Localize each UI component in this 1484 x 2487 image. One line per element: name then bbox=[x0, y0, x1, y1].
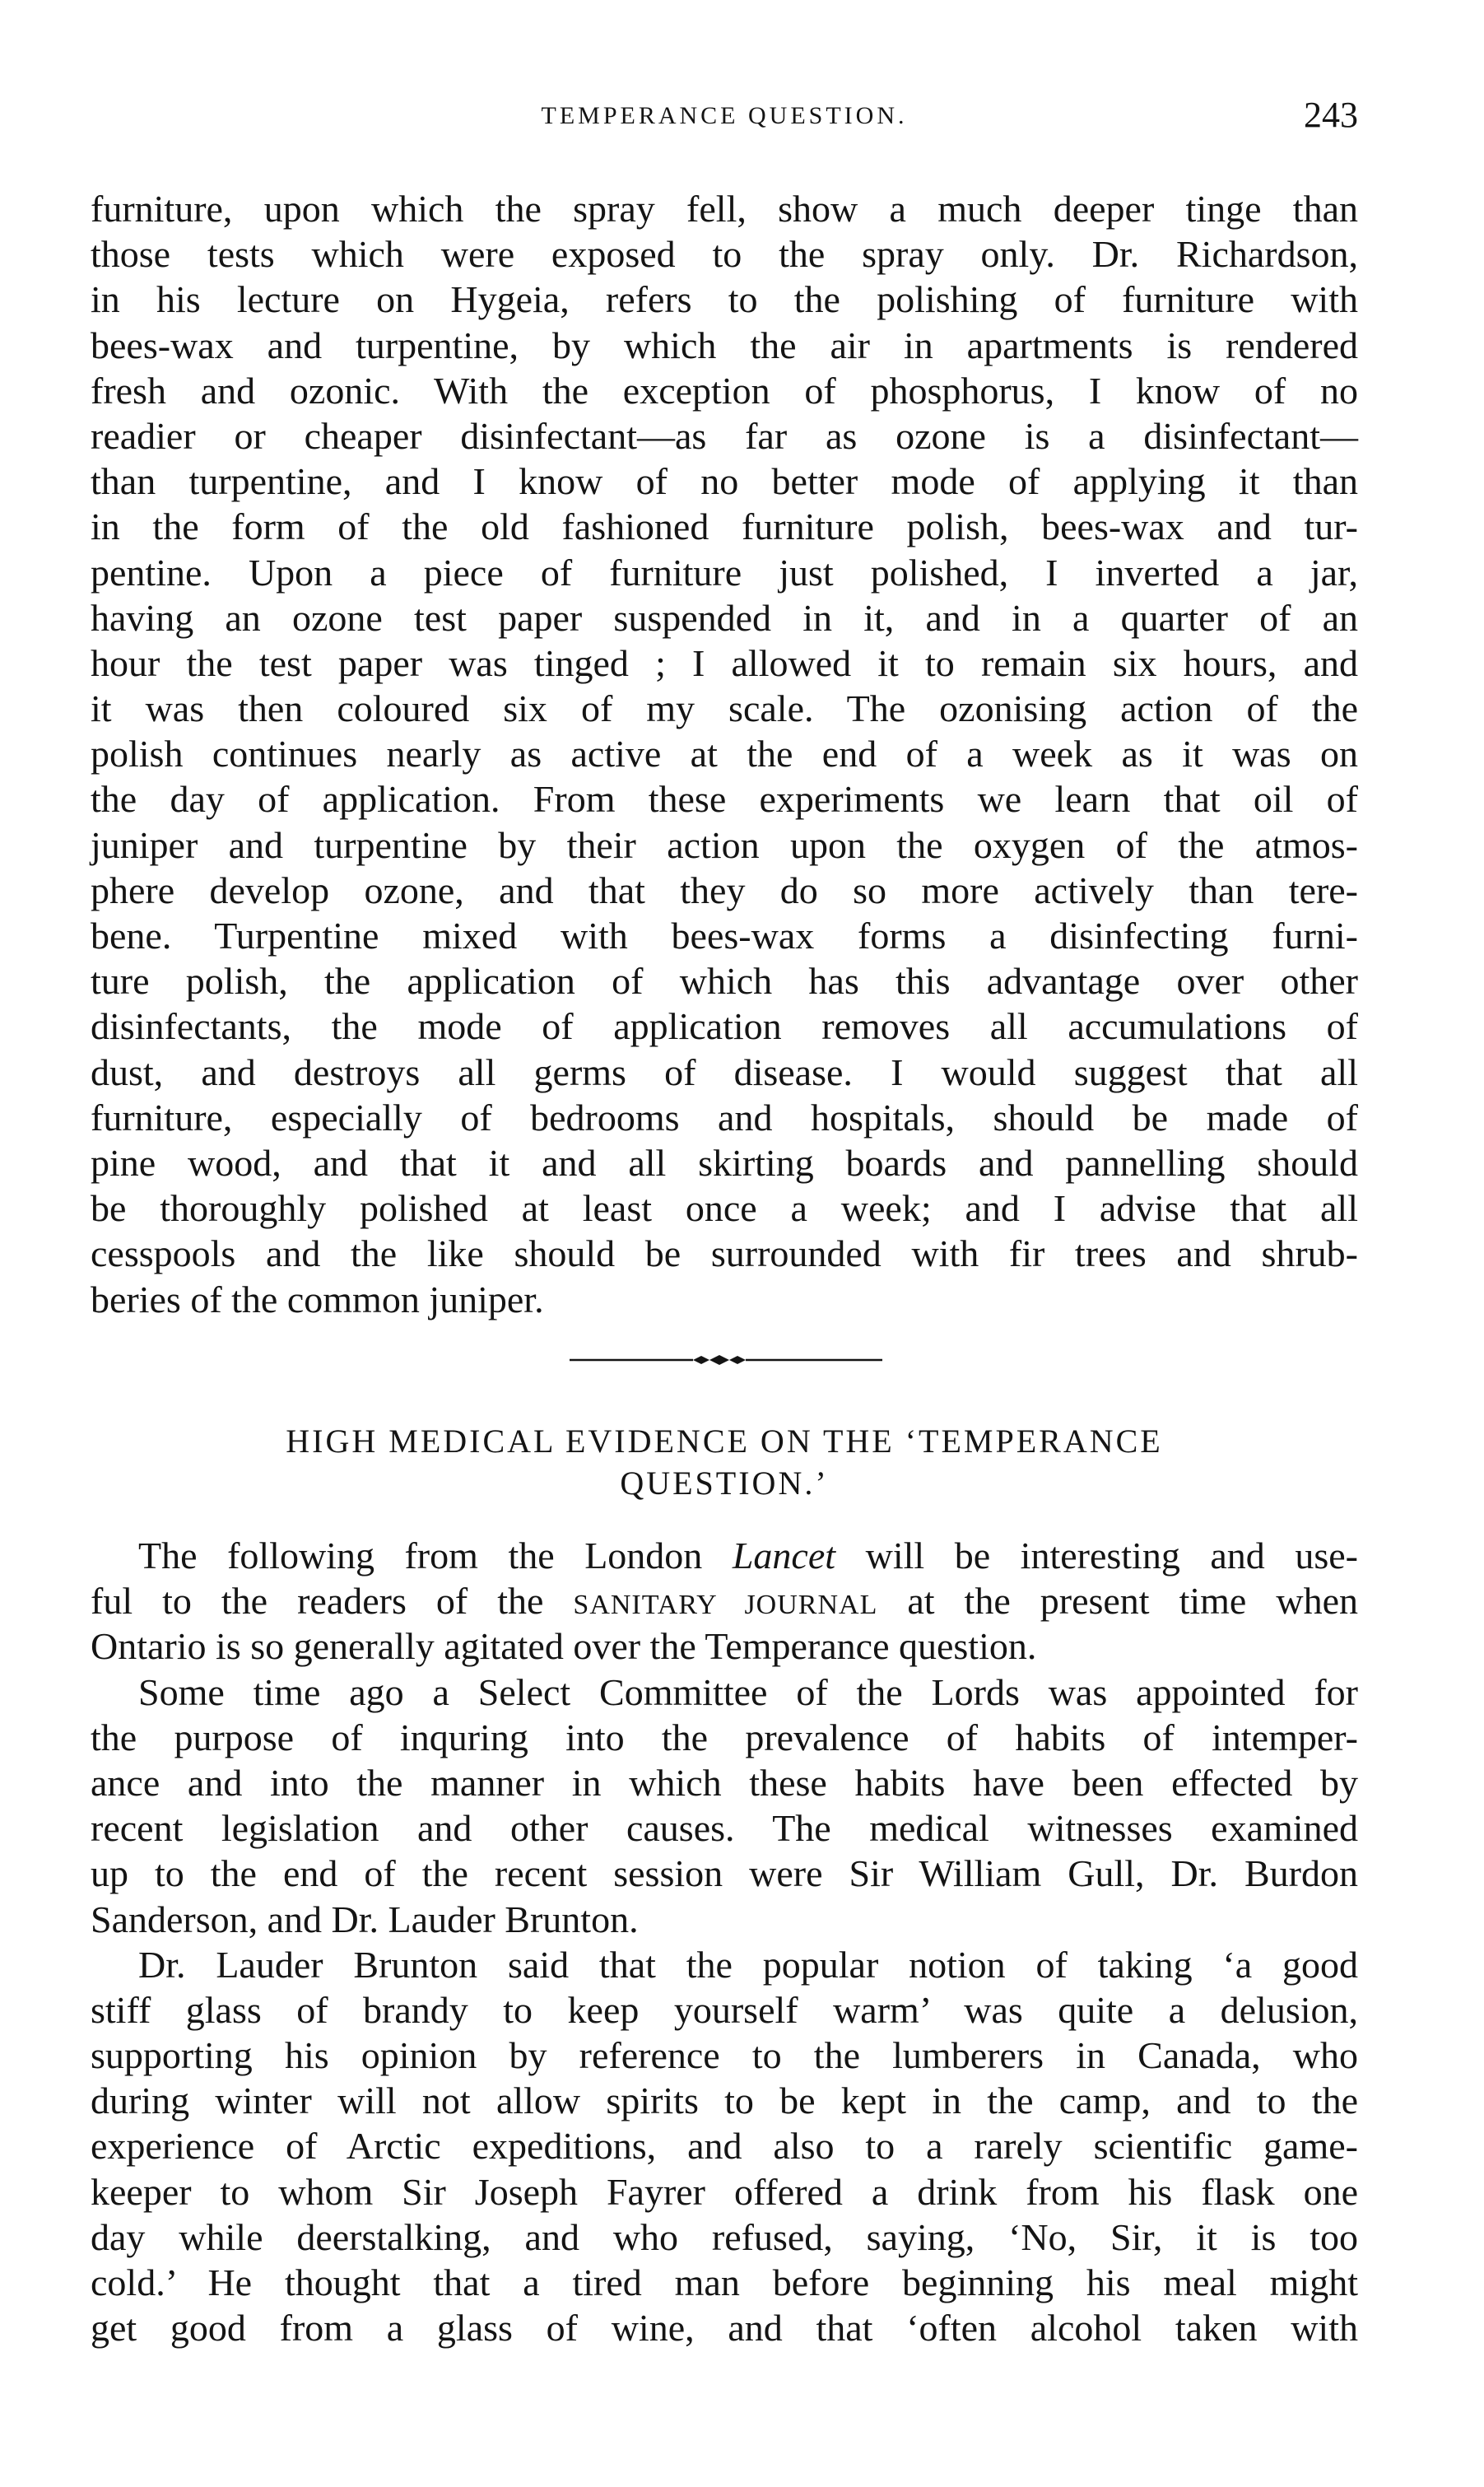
article-continuation bbox=[91, 186, 1358, 1322]
text-line: be thoroughly polished at least once a week; and I advise that all bbox=[91, 1187, 1358, 1230]
text-line: day while deerstalking, and who refused, saying, ‘No, Sir, it is too bbox=[91, 2215, 1358, 2258]
text-line: Some time ago a Select Committee of the Lords was appointed for bbox=[138, 1670, 1358, 1713]
journal-title: Lancet bbox=[732, 1535, 836, 1576]
text-line: dust, and destroys all germs of disease. I would suggest that all bbox=[91, 1050, 1358, 1093]
text-line: furniture, upon which the spray fell, show a much deeper tinge than bbox=[91, 188, 1358, 230]
text-line: recent legislation and other causes. The medical witnesses examined bbox=[91, 1807, 1358, 1850]
text-line: experience of Arctic expeditions, and also to a rarely scientific game- bbox=[91, 2125, 1358, 2168]
text-line: hour the test paper was tinged ; I allowed it to remain six hours, and bbox=[91, 641, 1358, 684]
text-line: bees-wax and turpentine, by which the air in apartments is rendered bbox=[91, 324, 1358, 366]
running-title: TEMPERANCE QUESTION. bbox=[541, 102, 908, 129]
text-run: The following from the London bbox=[138, 1535, 733, 1576]
article-heading: HIGH MEDICAL EVIDENCE ON THE ‘TEMPERANCE bbox=[286, 1423, 1163, 1460]
text-line bbox=[91, 1533, 1358, 1578]
text-line: keeper to whom Sir Joseph Fayrer offered a drink from his flask one bbox=[91, 2170, 1358, 2213]
text-run: at the present time when bbox=[877, 1580, 1358, 1623]
text-run: ful to the readers of the bbox=[91, 1580, 574, 1623]
text-line: disinfectants, the mode of application removes all accumulations of bbox=[91, 1005, 1358, 1048]
text-line: during winter will not allow spirits to be kept in the camp, and to the bbox=[91, 2079, 1358, 2122]
text-line: ture polish, the application of which has this advantage over other bbox=[91, 960, 1358, 1003]
text-line: in the form of the old fashioned furniture polish, bees-wax and tur- bbox=[91, 505, 1358, 548]
text-line: pentine. Upon a piece of furniture just polished, I inverted a jar, bbox=[91, 551, 1358, 594]
text-line: bene. Turpentine mixed with bees-wax forms a disinfecting furni- bbox=[91, 915, 1358, 957]
section-separator bbox=[570, 1353, 882, 1367]
text-line: stiff glass of brandy to keep yourself warm’ was quite a delusion, bbox=[91, 1988, 1358, 2031]
text-line: in his lecture on Hygeia, refers to the polishing of furniture with bbox=[91, 278, 1358, 321]
text-line: pine wood, and that it and all skirting boards and pannelling should bbox=[91, 1141, 1358, 1184]
text-line: beries of the common juniper. bbox=[91, 1278, 544, 1320]
text-line: phere develop ozone, and that they do so more actively than tere- bbox=[91, 869, 1358, 911]
text-line: the purpose of inquring into the prevalence of habits of intemper- bbox=[91, 1716, 1358, 1758]
text-line: furniture, especially of bedrooms and hospitals, should be made of bbox=[91, 1096, 1358, 1139]
text-line: it was then coloured six of my scale. The ozonising action of the bbox=[91, 687, 1358, 730]
running-head bbox=[91, 95, 1358, 148]
text-line: ance and into the manner in which these habits have been effected by bbox=[91, 1761, 1358, 1804]
text-line: readier or cheaper disinfectant—as far as ozone is a disinfectant— bbox=[91, 414, 1358, 457]
text-line: Ontario is so generally agitated over the Temperance question. bbox=[91, 1625, 1037, 1668]
text-line: cesspools and the like should be surrounded with fir trees and shrub- bbox=[91, 1232, 1358, 1275]
text-line: having an ozone test paper suspended in it, and in a quarter of an bbox=[91, 596, 1358, 639]
text-line: those tests which were exposed to the spray only. Dr. Richardson, bbox=[91, 233, 1358, 276]
article-heading-continued: QUESTION.’ bbox=[620, 1465, 829, 1502]
text-line: get good from a glass of wine, and that ‘often alcohol taken with bbox=[91, 2307, 1358, 2350]
text-line: the day of application. From these experiments we learn that oil of bbox=[91, 778, 1358, 821]
text-line: supporting his opinion by reference to the lumberers in Canada, who bbox=[91, 2034, 1358, 2077]
ornament-rule-icon bbox=[570, 1353, 882, 1367]
text-run: will be interesting and use- bbox=[835, 1535, 1358, 1576]
text-line: up to the end of the recent session were Sir William Gull, Dr. Burdon bbox=[91, 1852, 1358, 1895]
journal-name: SANITARY JOURNAL bbox=[573, 1590, 878, 1621]
text-line: than turpentine, and I know of no better mode of applying it than bbox=[91, 460, 1358, 503]
text-line bbox=[91, 1578, 1358, 1623]
page-number: 243 bbox=[1304, 95, 1358, 135]
text-line: juniper and turpentine by their action upon the oxygen of the atmos- bbox=[91, 823, 1358, 866]
text-line: fresh and ozonic. With the exception of phosphorus, I know of no bbox=[91, 369, 1358, 412]
article-body bbox=[91, 1533, 1358, 2350]
text-line: Dr. Lauder Brunton said that the popular notion of taking ‘a good bbox=[138, 1943, 1358, 1986]
text-line: cold.’ He thought that a tired man before beginning his meal might bbox=[91, 2261, 1358, 2303]
text-line: Sanderson, and Dr. Lauder Brunton. bbox=[91, 1898, 639, 1940]
text-line: polish continues nearly as active at the end of a week as it was on bbox=[91, 733, 1358, 775]
